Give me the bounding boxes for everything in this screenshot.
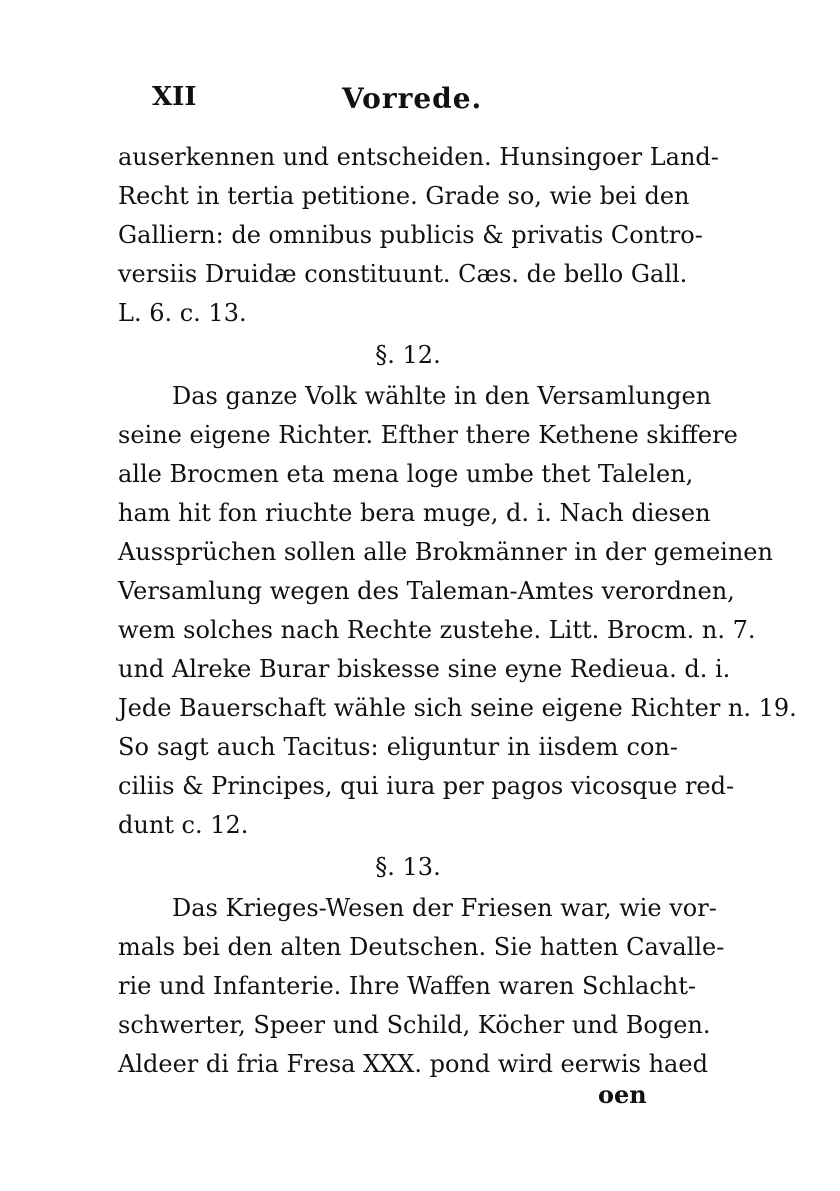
text-line: Recht in tertia petitione. Grade so, wie bei den	[118, 182, 690, 210]
text-line: Galliern: de omnibus publicis & privatis Contro-	[118, 221, 703, 249]
text-line: Versamlung wegen des Taleman-Amtes verordnen,	[118, 577, 735, 605]
page-number: XII	[152, 82, 197, 112]
text-line: dunt c. 12.	[118, 811, 249, 839]
section-heading-12: §. 12.	[375, 341, 441, 369]
text-line: versiis Druidæ constituunt. Cæs. de bello Gall.	[118, 260, 688, 288]
text-line: Aussprüchen sollen alle Brokmänner in der gemeinen	[118, 538, 773, 566]
text-line: seine eigene Richter. Efther there Kethene skiffere	[118, 421, 738, 449]
text-line: wem solches nach Rechte zustehe. Litt. Brocm. n. 7.	[118, 616, 756, 644]
text-line: schwerter, Speer und Schild, Köcher und Bogen.	[118, 1011, 711, 1039]
section-heading-13: §. 13.	[375, 853, 441, 881]
text-line: alle Brocmen eta mena loge umbe thet Talelen,	[118, 460, 694, 488]
catchword: oen	[598, 1080, 647, 1109]
text-line: L. 6. c. 13.	[118, 299, 247, 327]
text-line: ham hit fon riuchte bera muge, d. i. Nach diesen	[118, 499, 711, 527]
page-header	[152, 82, 692, 126]
text-line: So sagt auch Tacitus: eliguntur in iisdem con-	[118, 733, 678, 761]
body-text	[118, 138, 797, 1084]
text-line: rie und Infanterie. Ihre Waffen waren Schlacht-	[118, 972, 696, 1000]
text-line: Das ganze Volk wählte in den Versamlungen	[172, 382, 712, 410]
text-line: Aldeer di fria Fresa XXX. pond wird eerwis haed	[118, 1050, 708, 1078]
text-line: mals bei den alten Deutschen. Sie hatten Cavalle-	[118, 933, 725, 961]
text-line: Das Krieges-Wesen der Friesen war, wie vor-	[172, 894, 717, 922]
text-line: Jede Bauerschaft wähle sich seine eigene Richter n. 19.	[118, 694, 797, 722]
text-line: und Alreke Burar biskesse sine eyne Redieua. d. i.	[118, 655, 731, 683]
text-line: auserkennen und entscheiden. Hunsingoer Land-	[118, 143, 719, 171]
running-head: Vorrede.	[342, 82, 483, 115]
text-line: ciliis & Principes, qui iura per pagos vicosque red-	[118, 772, 735, 800]
